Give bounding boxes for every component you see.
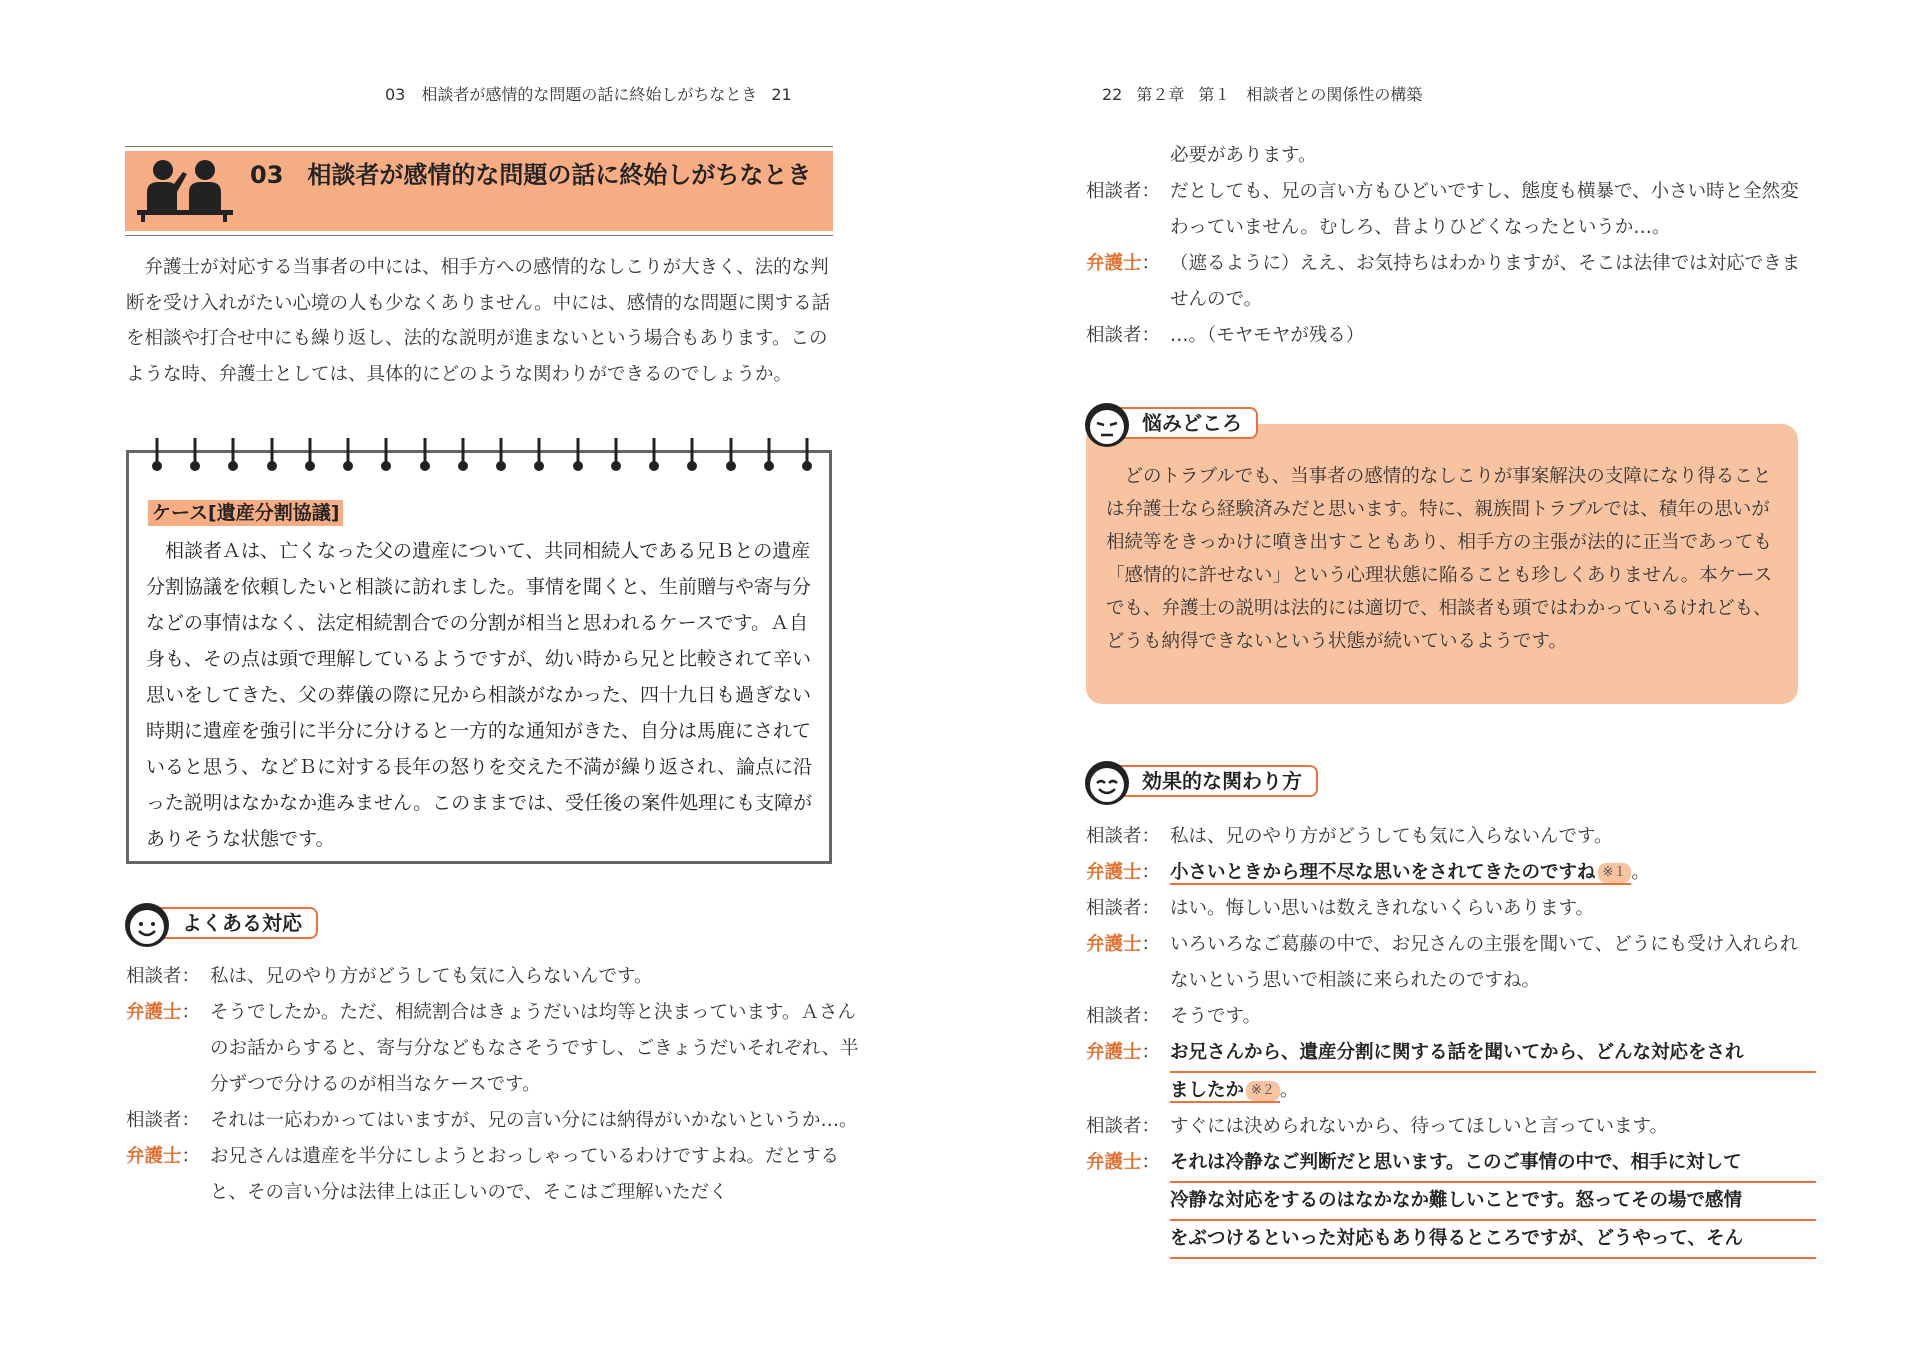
speaker-name: 相談者 xyxy=(1086,898,1142,919)
binding-ring xyxy=(267,438,277,474)
dialogue-line: 弁護士： （遮るように）ええ、お気持ちはわかりますが、そこは法律では対応できませんので。 xyxy=(1086,246,1816,318)
utterance: 必要があります。 xyxy=(1170,145,1317,166)
speaker-name: 相談者 xyxy=(1086,325,1142,346)
section-title: 03 相談者が感情的な問題の話に終始しがちなとき xyxy=(250,161,812,189)
binding-ring xyxy=(534,438,544,474)
utterance: それは一応わかってはいますが、兄の言い分には納得がいかないというか…。 xyxy=(210,1110,858,1131)
concern-text xyxy=(1106,460,1786,658)
speaker-name: 相談者 xyxy=(1086,1006,1142,1027)
speaker-name: 弁護士 xyxy=(1086,253,1142,274)
intro-text: 弁護士が対応する当事者の中には、相手方への感情的なしこりが大きく、法的な判断を受け入れがたい心境の人も少なくありません。中には、感情的な問題に関する話を相談や打合せ中にも繰り返し、法的な説明が進まないという場合もあります。このような時、弁護士としては、具体的にどのような関わりができるのでしょうか。 xyxy=(126,257,831,386)
binding-ring xyxy=(611,438,621,474)
utterance: （遮るように）ええ、お気持ちはわかりますが、そこは法律では対応できませんので。 xyxy=(1170,253,1801,310)
troubled-face-icon xyxy=(1084,402,1130,448)
common-response-label: よくある対応 xyxy=(146,907,318,939)
utterance: …。（モヤモヤが残る） xyxy=(1170,325,1365,346)
utterance: そうでしたか。ただ、相続割合はきょうだいは均等と決まっています。Ａさんのお話からすると、寄与分などもなさそうですし、ごきょうだいそれぞれ、半分ずつで分けるのが相当なケースです。 xyxy=(210,1002,859,1095)
smiling-face-icon xyxy=(124,902,170,948)
emphasized-utterance: 冷静な対応をするのはなかなか難しいことです。怒ってその場で感情 xyxy=(1170,1183,1816,1221)
running-head-right xyxy=(1102,82,1422,105)
utterance: 私は、兄のやり方がどうしても気に入らないんです。 xyxy=(210,966,653,987)
utterance: 私は、兄のやり方がどうしても気に入らないんです。 xyxy=(1170,826,1613,847)
binding-ring xyxy=(152,438,162,474)
concern-label: 悩みどころ xyxy=(1106,407,1258,439)
binding-ring xyxy=(573,438,583,474)
binding-ring xyxy=(381,438,391,474)
case-label: ケース[遺産分割協議] xyxy=(148,500,343,526)
emphasized-utterance: 小さいときから理不尽な思いをされてきたのですね xyxy=(1170,862,1596,883)
intro-paragraph xyxy=(126,250,846,393)
common-response-dialogue xyxy=(126,959,866,1211)
speaker-name: 弁護士 xyxy=(126,1146,182,1167)
binding-ring xyxy=(190,438,200,474)
binding-ring xyxy=(764,438,774,474)
dialogue-line: 弁護士： お兄さんから、遺産分割に関する話を聞いてから、どんな対応をされ ましたか ※２ 。 xyxy=(1086,1035,1816,1109)
utterance: お兄さんは遺産を半分にしようとおっしゃっているわけですよね。だとすると、その言い分は法律上は正しいので、そこはご理解いただく xyxy=(210,1146,840,1203)
speaker-name: 弁護士 xyxy=(1086,1042,1142,1063)
speaker-name: 相談者 xyxy=(126,966,182,987)
binding-ring xyxy=(420,438,430,474)
dialogue-line: 相談者： …。（モヤモヤが残る） xyxy=(1086,318,1816,354)
dialogue-line: 弁護士： いろいろなご葛藤の中で、お兄さんの主張を聞いて、どうにも受け入れられないという思いで相談に来られたのですね。 xyxy=(1086,927,1816,999)
emphasized-utterance: それは冷静なご判断だと思います。このご事情の中で、相手に対して xyxy=(1170,1145,1816,1183)
binding-ring xyxy=(496,438,506,474)
dialogue-line: 相談者： だとしても、兄の言い方もひどいですし、態度も横暴で、小さい時と全然変わっていません。むしろ、昔よりひどくなったというか…。 xyxy=(1086,174,1816,246)
dialogue-line: 弁護士： そうでしたか。ただ、相続割合はきょうだいは均等と決まっています。Ａさんのお話からすると、寄与分などもなさそうですし、ごきょうだいそれぞれ、半分ずつで分けるのが相当なケースです。 xyxy=(126,995,866,1103)
dialogue-line: 相談者： それは一応わかってはいますが、兄の言い分には納得がいかないというか…。 xyxy=(126,1103,866,1139)
case-text xyxy=(146,533,826,857)
chapter-label: 第２章 xyxy=(1136,85,1185,104)
two-people-icon xyxy=(137,158,237,224)
binding-ring xyxy=(649,438,659,474)
speaker-name: 相談者 xyxy=(1086,1116,1142,1137)
speaker-name: 弁護士 xyxy=(1086,862,1142,883)
case-paragraph: 相談者Ａは、亡くなった父の遺産について、共同相続人である兄Ｂとの遺産分割協議を依頼したいと相談に訪れました。事情を聞くと、生前贈与や寄与分などの事情はなく、法定相続割合での分割が相当と思われるケースです。Ａ自身も、その点は頭で理解しているようですが、幼い時から兄と比較されて辛い思いをしてきた、父の葬儀の際に兄から相談がなかった、四十九日も過ぎない時期に遺産を強引に半分に分けると一方的な通知がきた、自分は馬鹿にされていると思う、などＢに対する長年の怒りを交えた不満が繰り返され、論点に沿った説明はなかなか進みません。このままでは、受任後の案件処理にも支障がありそうな状態です。 xyxy=(146,540,813,850)
running-head-section: 第１ 相談者との関係性の構築 xyxy=(1198,85,1423,104)
footnote-marker: ※２ xyxy=(1246,1081,1280,1101)
speaker-name: 相談者 xyxy=(1086,181,1142,202)
binding-ring xyxy=(228,438,238,474)
speaker-name: 相談者 xyxy=(126,1110,182,1131)
dialogue-line: 相談者： そうです。 xyxy=(1086,999,1816,1035)
effective-label: 効果的な関わり方 xyxy=(1106,765,1318,797)
binding-ring xyxy=(802,438,812,474)
dialogue-line: 弁護士： お兄さんは遺産を半分にしようとおっしゃっているわけですよね。だとすると、その言い分は法律上は正しいので、そこはご理解いただく xyxy=(126,1139,866,1211)
spiral-binding xyxy=(152,438,812,474)
emphasized-utterance: お兄さんから、遺産分割に関する話を聞いてから、どんな対応をされ xyxy=(1170,1035,1816,1073)
continued-dialogue xyxy=(1086,138,1816,354)
page-number: 22 xyxy=(1102,85,1123,104)
dialogue-line: 弁護士： それは冷静なご判断だと思います。このご事情の中で、相手に対して 冷静な対応をするのはなかなか難しいことです。怒ってその場で感情 をぶつけるといった対応もあり得るところですが、どうやって、そん xyxy=(1086,1145,1816,1259)
running-head-title: 03 相談者が感情的な問題の話に終始しがちなとき xyxy=(385,85,758,104)
dialogue-line: 相談者： はい。悔しい思いは数えきれないくらいあります。 xyxy=(1086,891,1816,927)
happy-face-icon xyxy=(1084,760,1130,806)
speaker-name: 弁護士 xyxy=(1086,1152,1142,1173)
emphasized-utterance: ましたか xyxy=(1170,1080,1245,1101)
utterance: すぐには決められないから、待ってほしいと言っています。 xyxy=(1170,1116,1669,1137)
binding-ring xyxy=(458,438,468,474)
page-number: 21 xyxy=(771,85,792,104)
dialogue-line: 弁護士： 小さいときから理不尽な思いをされてきたのですね ※１ 。 xyxy=(1086,862,1650,883)
effective-dialogue xyxy=(1086,819,1816,1259)
binding-ring xyxy=(343,438,353,474)
dialogue-line: 相談者： すぐには決められないから、待ってほしいと言っています。 xyxy=(1086,1109,1816,1145)
binding-ring xyxy=(726,438,736,474)
running-head-left xyxy=(385,82,792,105)
binding-ring xyxy=(305,438,315,474)
speaker-name: 相談者 xyxy=(1086,826,1142,847)
utterance-tail: 。 xyxy=(1631,862,1650,883)
dialogue-line xyxy=(1086,138,1816,174)
utterance-tail: 。 xyxy=(1279,1080,1299,1101)
section-header xyxy=(125,146,833,236)
utterance: だとしても、兄の言い方もひどいですし、態度も横暴で、小さい時と全然変わっていません。むしろ、昔よりひどくなったというか…。 xyxy=(1170,181,1799,238)
speaker-name: 弁護士 xyxy=(1086,934,1142,955)
utterance: いろいろなご葛藤の中で、お兄さんの主張を聞いて、どうにも受け入れられないという思いで相談に来られたのですね。 xyxy=(1170,934,1799,991)
dialogue-line: 相談者： 私は、兄のやり方がどうしても気に入らないんです。 xyxy=(1086,819,1816,855)
utterance: はい。悔しい思いは数えきれないくらいあります。 xyxy=(1170,898,1595,919)
dialogue-line: 相談者： 私は、兄のやり方がどうしても気に入らないんです。 xyxy=(126,959,866,995)
emphasized-utterance: をぶつけるといった対応もあり得るところですが、どうやって、そん xyxy=(1170,1221,1816,1259)
footnote-marker: ※１ xyxy=(1598,863,1632,883)
utterance: そうです。 xyxy=(1170,1006,1262,1027)
speaker-name: 弁護士 xyxy=(126,1002,182,1023)
concern-paragraph: どのトラブルでも、当事者の感情的なしこりが事案解決の支障になり得ることは弁護士なら経験済みだと思います。特に、親族間トラブルでは、積年の思いが相続等をきっかけに噴き出すこともあり、相手方の主張が法的に正当であっても「感情的に許せない」という心理状態に陥ることも珍しくありません。本ケースでも、弁護士の説明は法的には適切で、相談者も頭ではわかっているけれども、どうも納得できないという状態が続いているようです。 xyxy=(1106,466,1773,652)
binding-ring xyxy=(687,438,697,474)
